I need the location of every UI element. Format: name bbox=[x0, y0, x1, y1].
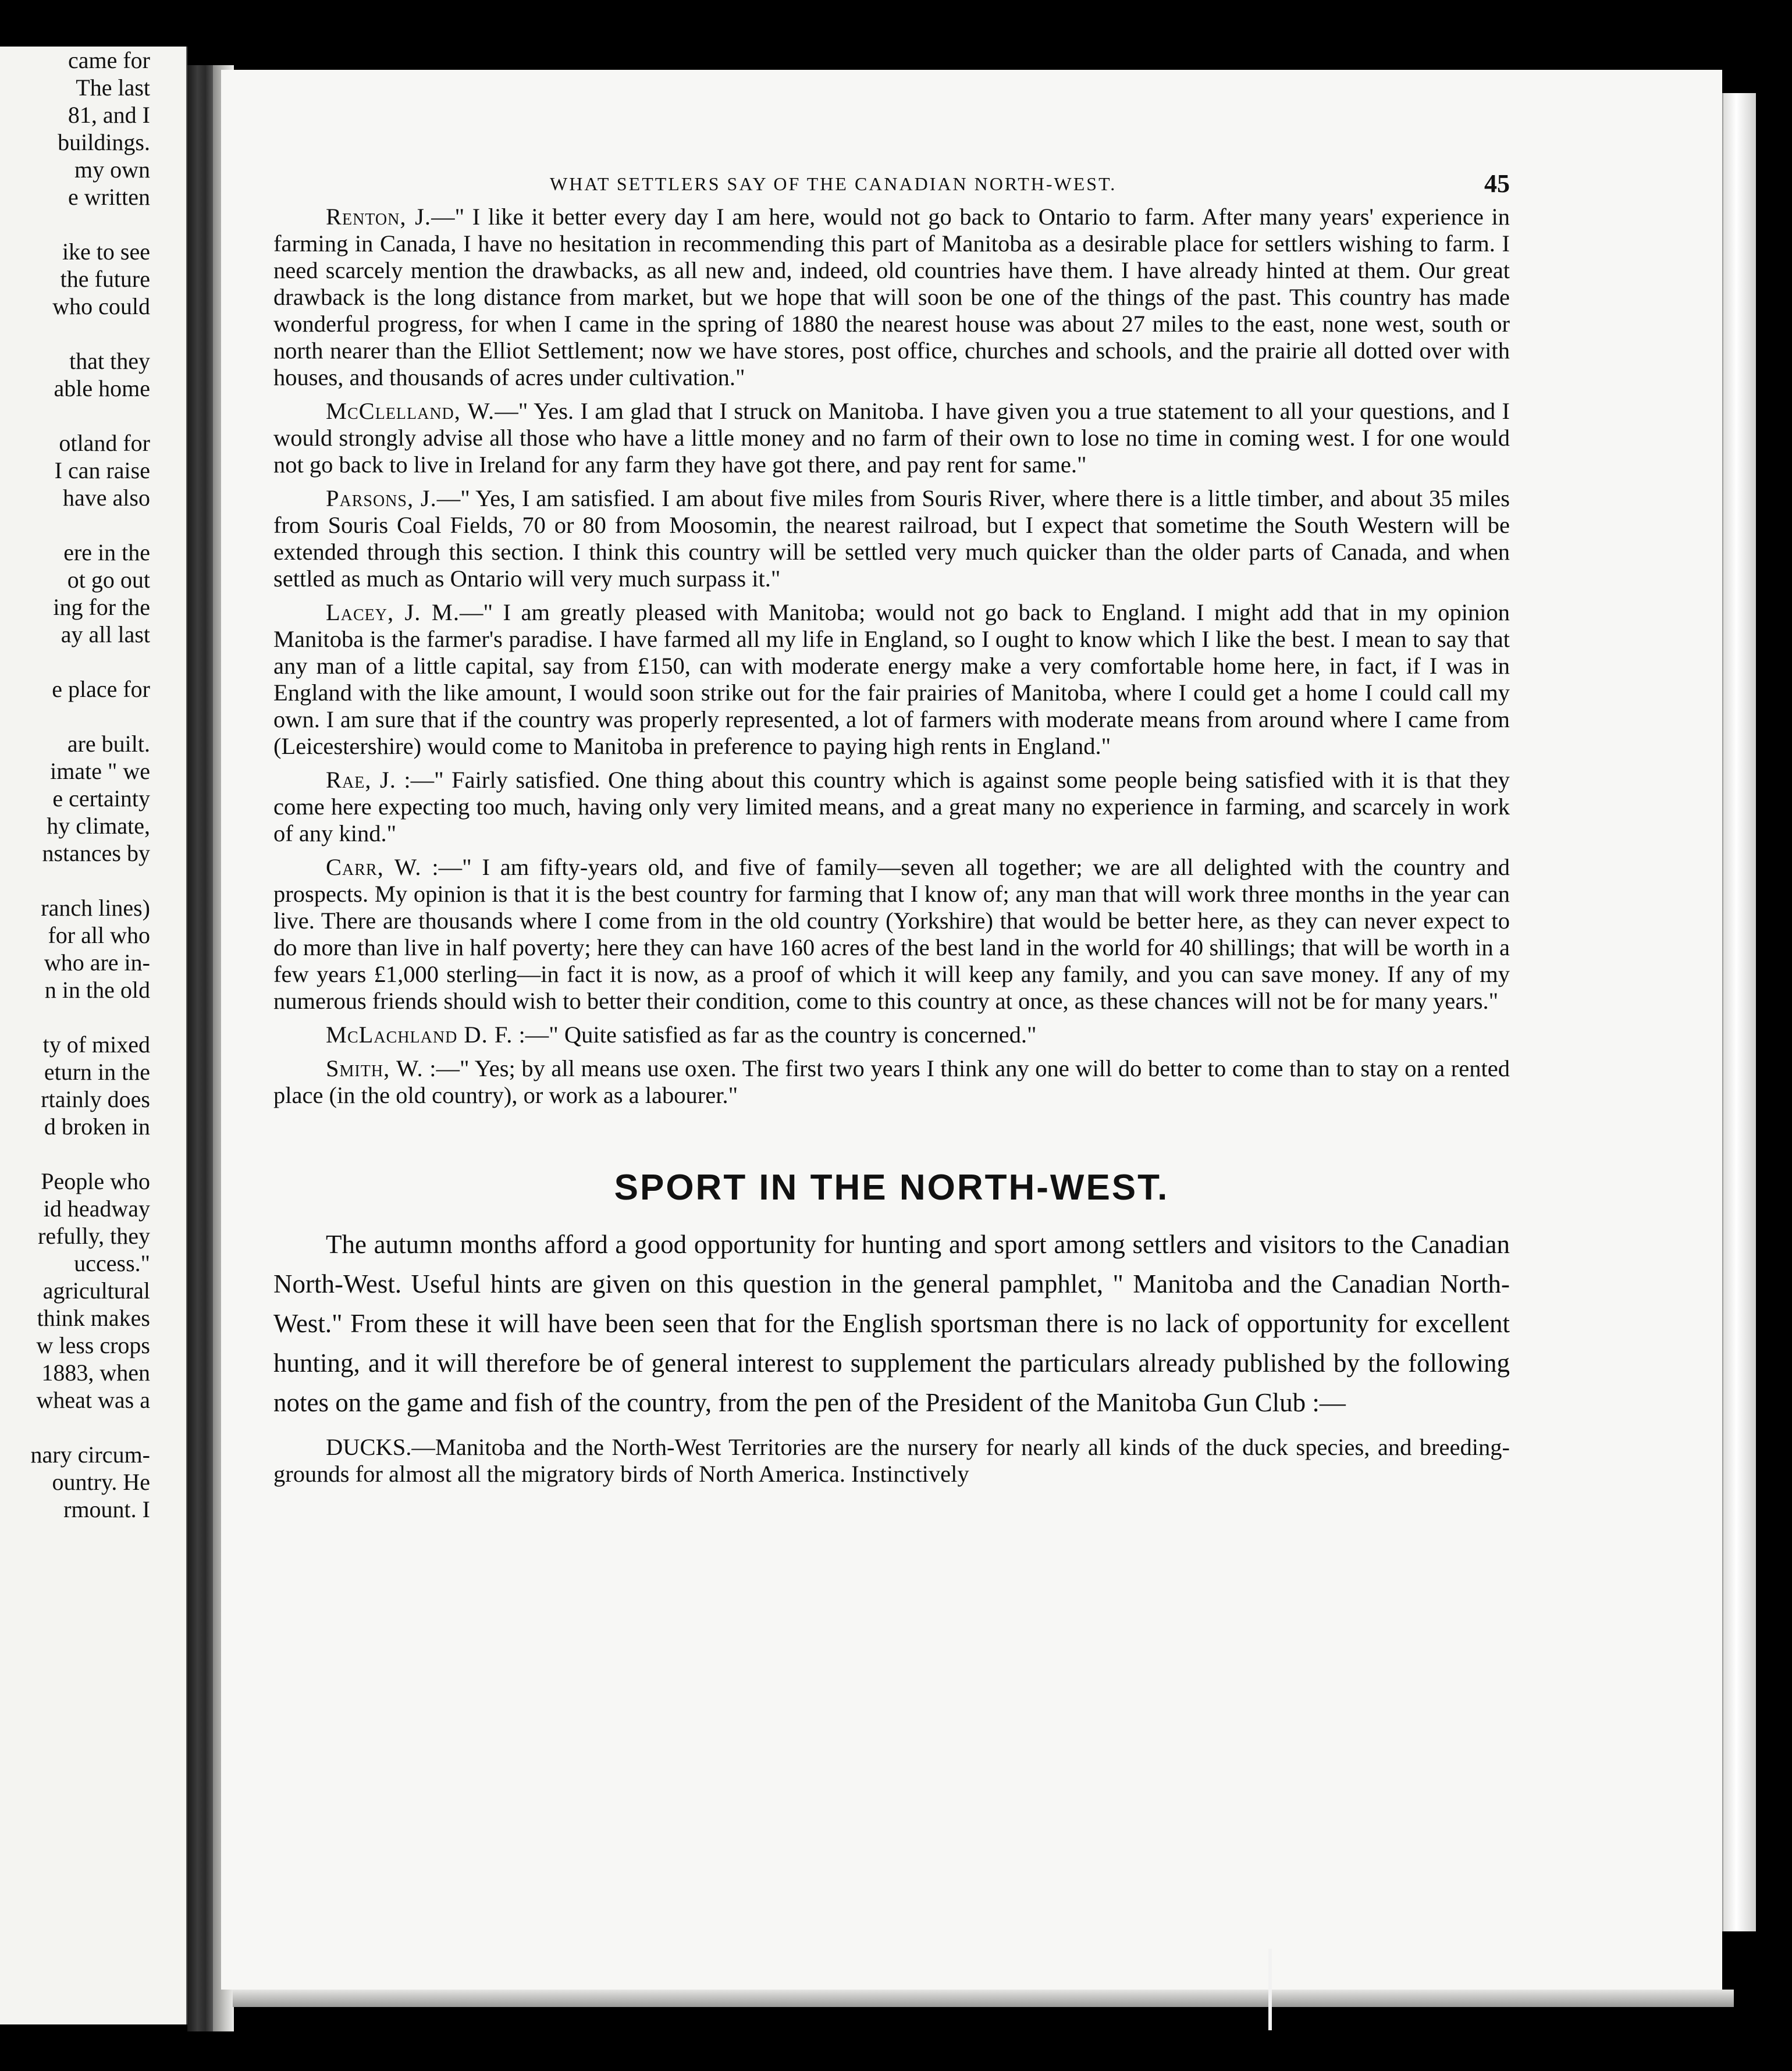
facing-page-line: e certainty bbox=[52, 785, 150, 812]
testimony-paragraph bbox=[273, 599, 1510, 760]
facing-page-line: my own bbox=[74, 156, 150, 183]
facing-page-line: The last bbox=[76, 74, 150, 101]
facing-page-line: able home bbox=[54, 375, 150, 401]
facing-page-line: d broken in bbox=[44, 1113, 150, 1140]
running-header bbox=[273, 163, 1510, 204]
sport-intro-paragraph: The autumn months afford a good opportunity for hunting and sport among settlers and visitors to the Canadian North-West. Useful hints are given on this question in the general pamphlet, " Manitoba and the Canadian North-West." From these it will have been seen that for the English sportsman there is no lack of opportunity for excellent hunting, and it will therefore be of general interest to supplement the particulars already published by the following notes on the game and fish of the country, from the pen of the President of the Manitoba Gun Club :— bbox=[273, 1230, 1510, 1417]
speaker-name: Lacey, J. M. bbox=[326, 599, 460, 625]
facing-page-line bbox=[0, 211, 150, 238]
page-stack-edge bbox=[1722, 93, 1756, 1931]
facing-page-line bbox=[0, 648, 150, 675]
facing-page-line bbox=[0, 511, 150, 539]
facing-page-line: that they bbox=[69, 348, 150, 374]
facing-page-line bbox=[0, 1140, 150, 1168]
speaker-name: McLachland D. F. bbox=[326, 1022, 513, 1048]
facing-page-line bbox=[0, 1004, 150, 1031]
facing-page-line: nary circum- bbox=[30, 1442, 150, 1468]
facing-page-line bbox=[0, 320, 150, 347]
facing-page-line: buildings. bbox=[58, 129, 150, 155]
facing-page-line: think makes bbox=[37, 1305, 150, 1331]
facing-page-line: ot go out bbox=[67, 567, 150, 593]
testimony-text: —" Yes. I am glad that I struck on Manitoba. I have given you a true statement to all your questions, and I would strongly advise all those who have a little money and no farm of their own to lose no time in coming west. I for one would not go back to live in Ireland for any farm they have got there, and pay rent for same." bbox=[273, 398, 1510, 478]
page-bottom-edge bbox=[233, 1990, 1734, 2007]
facing-page-line: People who bbox=[41, 1168, 150, 1194]
facing-page-line: for all who bbox=[48, 922, 150, 948]
testimony-paragraph bbox=[273, 854, 1510, 1015]
settler-testimonies bbox=[273, 204, 1510, 1109]
facing-page-line: who could bbox=[52, 293, 150, 319]
testimony-paragraph bbox=[273, 1022, 1510, 1048]
testimony-text: :—" Quite satisfied as far as the country is concerned." bbox=[513, 1022, 1037, 1048]
testimony-text: —" I like it better every day I am here, would not go back to Ontario to farm. After many years' experience in farming in Canada, I have no hesitation in recommending this part of Manitoba as a desirable place for settlers wishing to farm. I need scarcely mention the drawbacks, as all new and, indeed, old countries have them. I have already hinted at them. Our great drawback is the long distance from market, but we hope that will soon be one of the things of the past. This country has made wonderful progress, for when I came in the spring of 1880 the nearest house was about 27 miles to the east, none west, south or north nearer than the Elliot Settlement; now we have stores, post office, churches and schools, and the prairie all dotted over with houses, and thousands of acres under cultivation." bbox=[273, 204, 1510, 390]
testimony-text: :—" Yes; by all means use oxen. The first two years I think any one will do better to come than to stay on a rented place (in the old country), or work as a labourer." bbox=[273, 1055, 1510, 1108]
scan-artifact bbox=[1268, 1949, 1272, 2030]
facing-page-text-fragments bbox=[0, 47, 150, 1523]
facing-page-line bbox=[0, 402, 150, 429]
facing-page-line: ing for the bbox=[53, 594, 150, 620]
facing-page-line: refully, they bbox=[38, 1223, 150, 1249]
testimony-paragraph bbox=[273, 1055, 1510, 1109]
facing-page-line: the future bbox=[60, 266, 150, 292]
facing-page-line: hy climate, bbox=[47, 813, 150, 839]
facing-page-line: otland for bbox=[59, 430, 150, 456]
running-title: WHAT SETTLERS SAY OF THE CANADIAN NORTH-WEST. bbox=[550, 173, 1117, 194]
facing-page-line: 81, and I bbox=[67, 102, 150, 128]
facing-page-line: came for bbox=[67, 47, 150, 73]
facing-page-line: ike to see bbox=[62, 239, 150, 265]
page-number: 45 bbox=[1484, 169, 1510, 198]
facing-page-line: rmount. I bbox=[63, 1496, 150, 1522]
facing-page-line: agricultural bbox=[42, 1278, 150, 1304]
testimony-text: —" Yes, I am satisfied. I am about five miles from Souris River, where there is a little timber, and about 35 miles from Souris Coal Fields, 70 or 80 from Moosomin, the nearest railroad, but I expect that sometime the South Western will be extended through this section. I think this country will be settled very much quicker than the older parts of Canada, and when settled as much as Ontario will very much surpass it." bbox=[273, 485, 1510, 592]
section-heading: SPORT IN THE NORTH-WEST. bbox=[614, 1168, 1169, 1208]
facing-page-left bbox=[0, 47, 187, 2024]
speaker-name: Carr, W. bbox=[326, 854, 422, 880]
facing-page-line: w less crops bbox=[36, 1332, 150, 1358]
facing-page-line: eturn in the bbox=[44, 1059, 150, 1085]
facing-page-line bbox=[0, 1414, 150, 1441]
facing-page-line: 1883, when bbox=[41, 1360, 150, 1386]
speaker-name: Parsons, J. bbox=[326, 485, 437, 511]
testimony-text: :—" Fairly satisfied. One thing about this country which is against some people being satisfied with it is that they come here expecting too much, having only very limited means, and a great many no experience in farming, and scarcely in work of any kind." bbox=[273, 767, 1510, 846]
facing-page-line bbox=[0, 867, 150, 894]
speaker-name: Rae, J. bbox=[326, 767, 396, 793]
facing-page-line: ere in the bbox=[63, 539, 150, 565]
facing-page-line: e place for bbox=[52, 676, 150, 702]
facing-page-line: e written bbox=[67, 184, 150, 210]
speaker-name: McClelland, W. bbox=[326, 398, 495, 424]
page-content bbox=[273, 163, 1510, 1488]
facing-page-line: id headway bbox=[43, 1195, 150, 1222]
ducks-paragraph: DUCKS.—Manitoba and the North-West Territories are the nursery for nearly all kinds of the duck species, and breeding-grounds for almost all the migratory birds of North America. Instinctively bbox=[273, 1434, 1510, 1487]
testimony-paragraph bbox=[273, 204, 1510, 391]
facing-page-line: n in the old bbox=[44, 977, 150, 1003]
facing-page-line: are built. bbox=[67, 731, 150, 757]
speaker-name: Smith, W. bbox=[326, 1055, 424, 1081]
facing-page-line: wheat was a bbox=[36, 1387, 150, 1413]
facing-page-line: ountry. He bbox=[52, 1469, 150, 1495]
testimony-paragraph bbox=[273, 398, 1510, 478]
facing-page-line: nstances by bbox=[42, 840, 150, 866]
facing-page-line: rtainly does bbox=[41, 1086, 150, 1112]
testimony-text: —" I am greatly pleased with Manitoba; would not go back to England. I might add that in my opinion Manitoba is the farmer's paradise. I have farmed all my life in England, so I ought to know which I like the best. I mean to say that any man of a little capital, say from £150, can with moderate energy make a very comfortable home here, in fact, if I was in England with the like amount, I would soon strike out for the fair prairies of Manitoba, where I could get a home I could call my own. I am sure that if the country was properly represented, a lot of farmers with moderate means from around where I came from (Leicestershire) would come to Manitoba in preference to paying high rents in England." bbox=[273, 599, 1510, 759]
facing-page-line: uccess." bbox=[74, 1250, 150, 1276]
facing-page-line: who are in- bbox=[44, 949, 150, 976]
speaker-name: Renton, J. bbox=[326, 204, 432, 230]
facing-page-line: I can raise bbox=[54, 457, 150, 483]
testimony-paragraph bbox=[273, 767, 1510, 847]
facing-page-line: ty of mixed bbox=[42, 1031, 150, 1058]
testimony-text: :—" I am fifty-years old, and five of family—seven all together; we are all delighted with the country and prospects. My opinion is that it is the best country for farming that I know of; any man that will work three months in the year can live. There are thousands where I come from in the old country (Yorkshire) that would be better here, as they can never expect to do more than live in half poverty; here they can have 160 acres of the best land in the world for 40 shillings; that will be worth in a few years £1,000 sterling—in fact it is now, as a proof of which it will keep any family, and you can save money. If any of my numerous friends should wish to better their condition, come to this country at once, as these chances will not be for many years." bbox=[273, 854, 1510, 1014]
testimony-paragraph bbox=[273, 485, 1510, 592]
facing-page-line: ranch lines) bbox=[41, 895, 150, 921]
facing-page-line: imate " we bbox=[50, 758, 150, 784]
facing-page-line: ay all last bbox=[61, 621, 150, 647]
facing-page-line: have also bbox=[63, 485, 150, 511]
facing-page-line bbox=[0, 703, 150, 730]
book-binding-gutter bbox=[187, 65, 213, 2031]
